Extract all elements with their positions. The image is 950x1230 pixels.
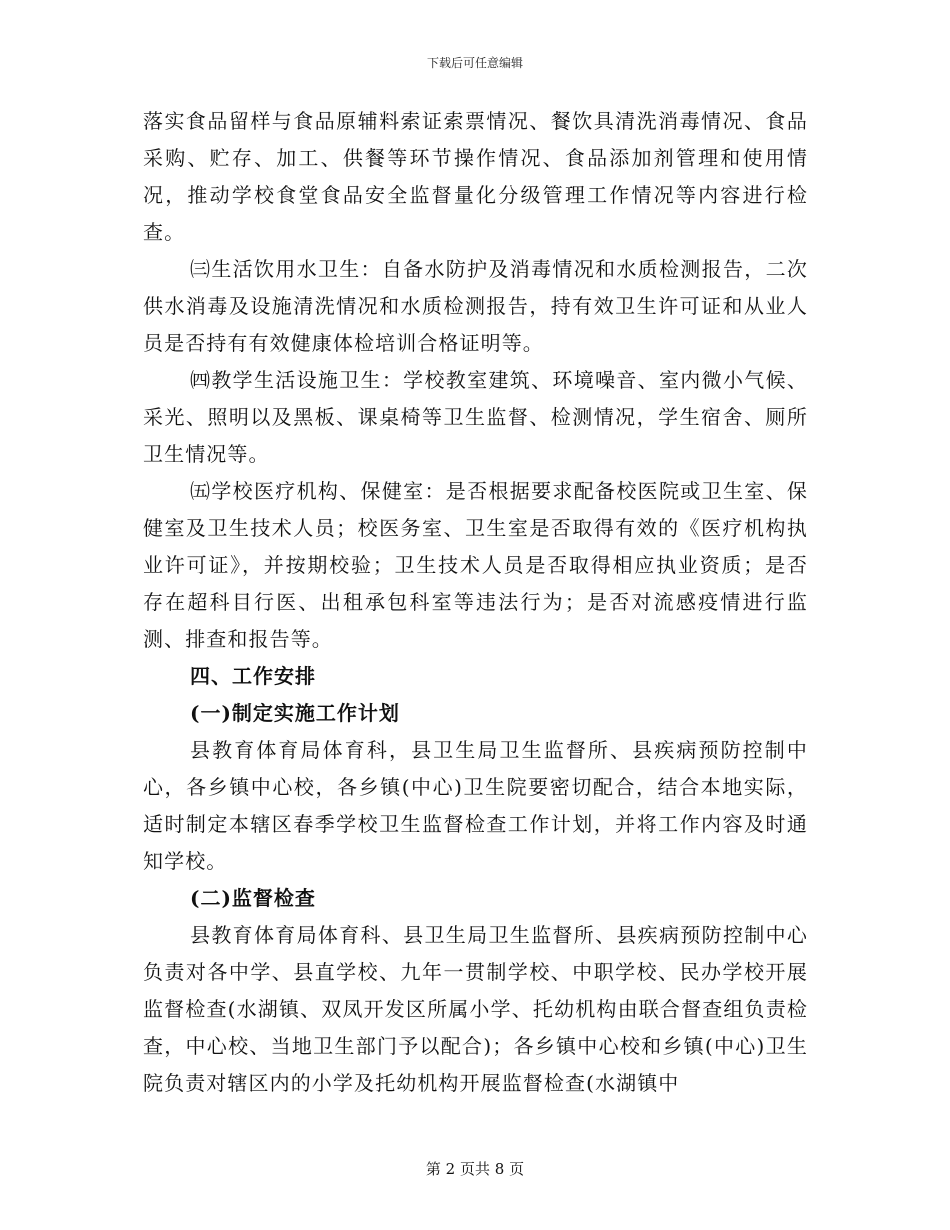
section-heading-work-arrangement: 四、工作安排 <box>190 664 316 688</box>
subheading-work-plan: (一)制定实施工作计划 <box>190 701 400 725</box>
paragraph-food-safety-check: 落实食品留样与食品原辅料索证索票情况、餐饮具清洗消毒情况、食品采购、贮存、加工、供餐等环节操作情况、食品添加剂管理和使用情况，推动学校食堂食品安全监督量化分级管理工作情况等内容进行检查。 <box>143 109 808 244</box>
paragraph-medical-institutions: ㈤学校医疗机构、保健室：是否根据要求配备校医院或卫生室、保健室及卫生技术人员；校医务室、卫生室是否取得有效的《医疗机构执业许可证》，并按期校验；卫生技术人员是否取得相应执业资质；是否存在超科目行医、出租承包科室等违法行为；是否对流感疫情进行监测、排查和报告等。 <box>143 479 808 651</box>
subheading-supervision: (二)监督检查 <box>190 886 316 910</box>
paragraph-work-plan: 县教育体育局体育科，县卫生局卫生监督所、县疾病预防控制中心，各乡镇中心校，各乡镇(中心)卫生院要密切配合，结合本地实际，适时制定本辖区春季学校卫生监督检查工作计划，并将工作内容及时通知学校。 <box>143 738 808 873</box>
paragraph-teaching-facilities: ㈣教学生活设施卫生：学校教室建筑、环境噪音、室内微小气候、采光、照明以及黑板、课桌椅等卫生监督、检测情况，学生宿舍、厕所卫生情况等。 <box>143 368 808 466</box>
paragraph-drinking-water: ㈢生活饮用水卫生：自备水防护及消毒情况和水质检测报告，二次供水消毒及设施清洗情况和水质检测报告，持有效卫生许可证和从业人员是否持有有效健康体检培训合格证明等。 <box>143 257 808 355</box>
document-body <box>143 103 808 1102</box>
paragraph-supervision: 县教育体育局体育科、县卫生局卫生监督所、县疾病预防控制中心负责对各中学、县直学校、九年一贯制学校、中职学校、民办学校开展监督检查(水湖镇、双凤开发区所属小学、托幼机构由联合督查组负责检查，中心校、当地卫生部门予以配合)；各乡镇中心校和乡镇(中心)卫生院负责对辖区内的小学及托幼机构开展监督检查(水湖镇中 <box>143 923 808 1095</box>
page-header: 下载后可任意编辑 <box>426 56 523 70</box>
page-footer: 第 2 页共 8 页 <box>425 1160 525 1178</box>
